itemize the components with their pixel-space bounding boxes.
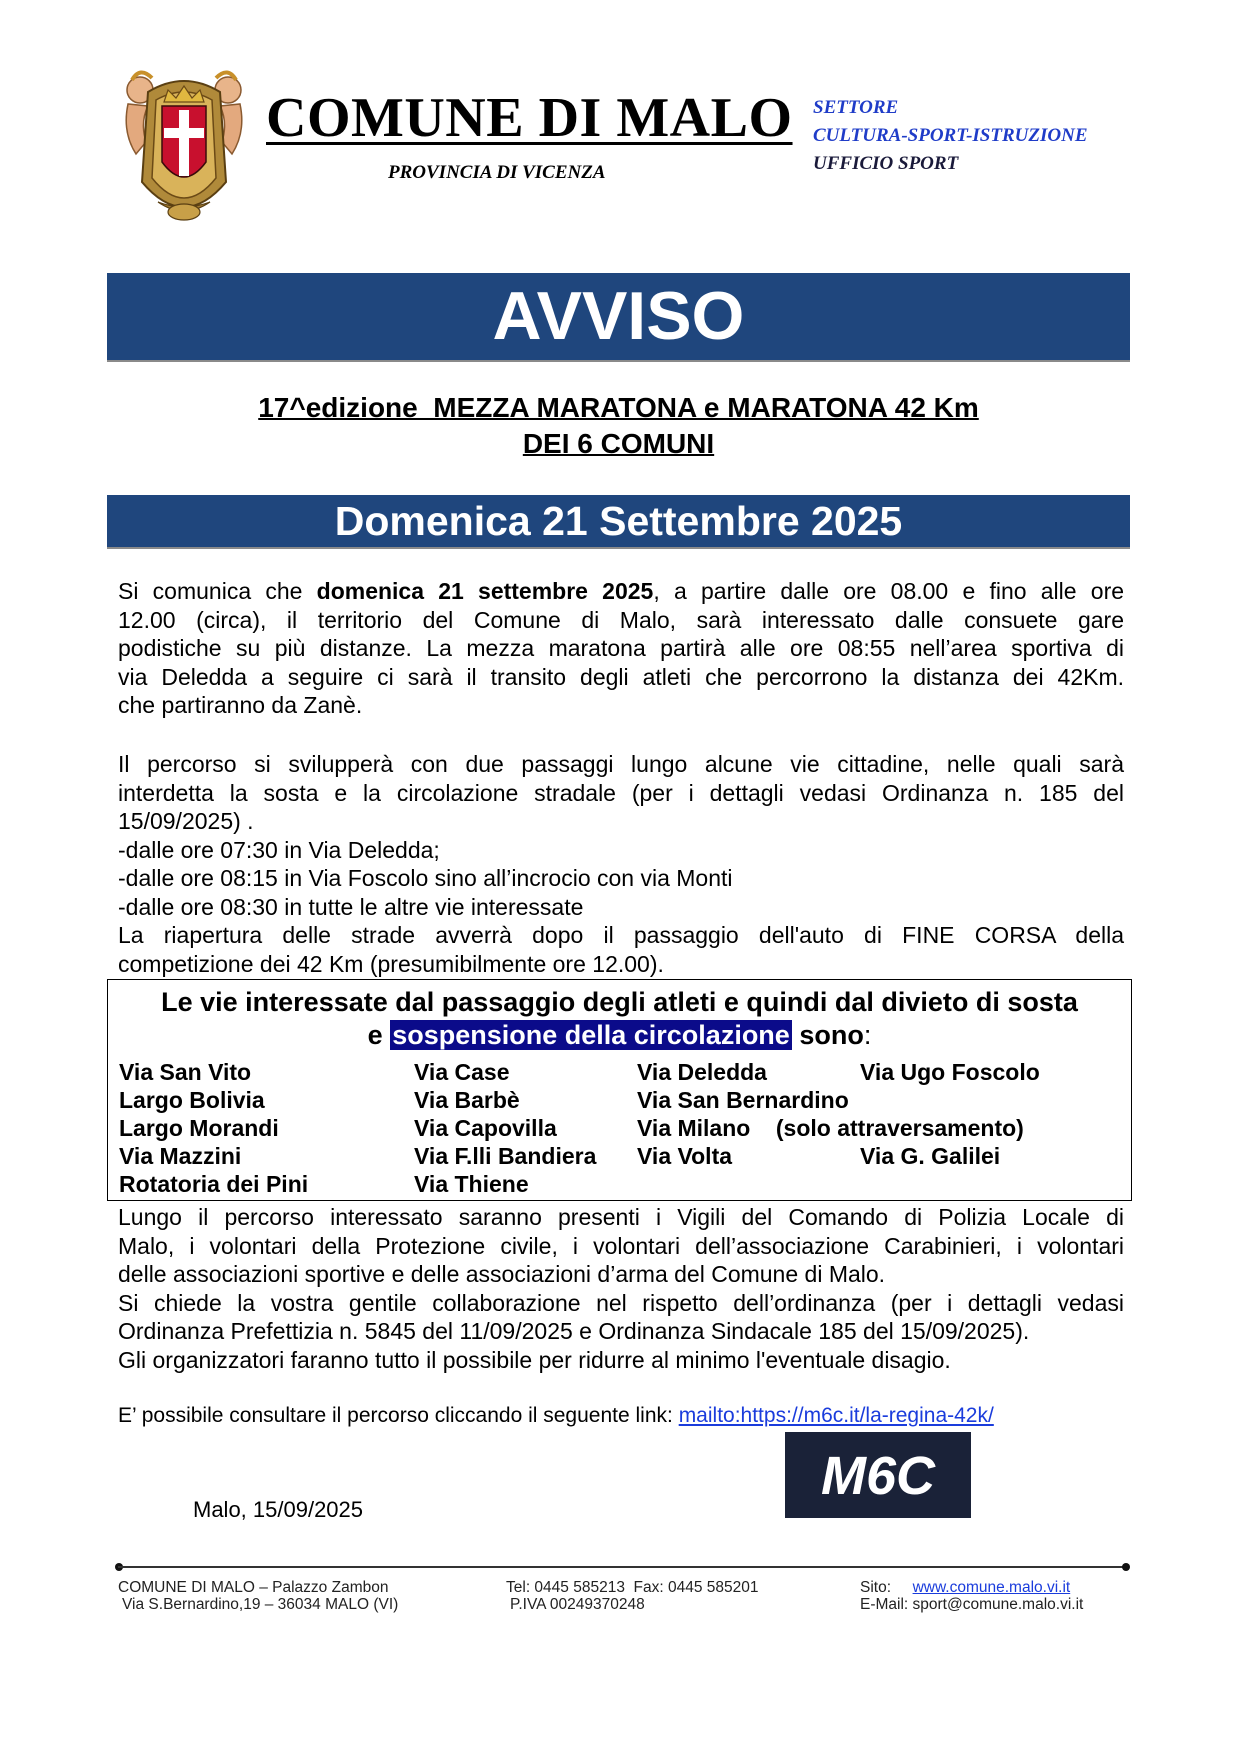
street-item: Largo Morandi <box>119 1115 279 1141</box>
streets-title-line2 <box>108 1019 1131 1052</box>
closing-line: Gli organizzatori faranno tutto il possibile per ridurre al minimo l'eventuale disagio. <box>118 1346 951 1373</box>
street-item: Via Capovilla <box>414 1115 557 1141</box>
highlighted-text: sospensione della circolazione <box>392 1020 790 1050</box>
footer-vat: P.IVA 00249370248 <box>510 1596 645 1613</box>
closing-line: delle associazioni sportive e delle associazioni d’arma del Comune di Malo. <box>118 1261 886 1287</box>
footer-address <box>118 1579 398 1613</box>
footer-site-label: Sito: <box>860 1579 892 1596</box>
street-item: Via Mazzini <box>119 1143 242 1169</box>
closing-line: Malo, i volontari della Protezione civile, i volontari dell’associazione Carabinieri, i volontari <box>118 1232 1124 1259</box>
street-item: Rotatoria dei Pini <box>119 1171 309 1197</box>
reopen-line: La riapertura delle strade avverrà dopo il passaggio dell'auto di FINE CORSA della <box>118 922 1124 948</box>
street-item: Via San Bernardino <box>637 1087 849 1113</box>
footer-contacts <box>506 1579 759 1613</box>
intro-line: che partiranno da Zanè. <box>118 692 363 718</box>
route-link[interactable]: mailto:https://m6c.it/la-regina-42k/ <box>678 1404 994 1427</box>
intro-line <box>118 577 1124 606</box>
notice-heading: AVVISO <box>107 273 1130 362</box>
m6c-logo <box>785 1432 971 1518</box>
intro-date-bold: domenica 21 settembre 2025 <box>316 578 654 604</box>
intro-text: Si comunica che <box>118 578 317 604</box>
intro-line: podistiche su più distanze. La mezza maratona partirà alle ore 08:55 nell’area sportiva di <box>118 635 1124 661</box>
department-name: CULTURA-SPORT-ISTRUZIONE <box>813 125 1088 146</box>
office-name: UFFICIO SPORT <box>813 153 959 174</box>
streets-box <box>107 979 1132 1201</box>
department-label: SETTORE <box>813 97 899 118</box>
closing-line: Lungo il percorso interessato saranno presenti i Vigili del Comando di Polizia Locale di <box>118 1204 1124 1230</box>
footer-divider <box>118 1566 1126 1568</box>
route-time-item: -dalle ore 08:30 in tutte le altre vie interessate <box>118 893 584 920</box>
intro-text: , a partire dalle ore 08.00 e fino alle ore <box>653 578 1125 604</box>
footer-email: E-Mail: sport@comune.malo.vi.it <box>860 1596 1084 1613</box>
route-line: Il percorso si svilupperà con due passaggi lungo alcune vie cittadine, nelle quali sarà <box>118 751 1124 777</box>
intro-paragraph <box>118 577 1124 720</box>
street-item: Via G. Galilei <box>860 1143 1001 1169</box>
comune-crest-logo <box>118 62 250 228</box>
reopen-line: competizione dei 42 Km (presumibilmente ore 12.00). <box>118 950 664 977</box>
comune-title: COMUNE DI MALO <box>266 87 793 149</box>
street-item: Via Ugo Foscolo <box>860 1059 1040 1085</box>
streets-title-prefix: e <box>367 1020 391 1050</box>
link-intro-text: E’ possibile consultare il percorso cliccando il seguente link: <box>118 1404 679 1427</box>
footer-web <box>860 1579 1083 1613</box>
department-block <box>813 94 1088 178</box>
event-title-line2: DEI 6 COMUNI <box>522 428 715 459</box>
street-item: Via Volta <box>637 1143 733 1169</box>
route-time-item: -dalle ore 08:15 in Via Foscolo sino all’incrocio con via Monti <box>118 865 733 891</box>
event-date-banner: Domenica 21 Settembre 2025 <box>107 495 1130 549</box>
streets-box-title <box>108 986 1131 1052</box>
signoff-date: Malo, 15/09/2025 <box>193 1497 364 1522</box>
event-title-line1: 17^edizione MEZZA MARATONA e MARATONA 42 Km <box>258 392 979 423</box>
street-item: Via Case <box>414 1059 510 1085</box>
route-link-line <box>118 1404 994 1428</box>
closing-line: Ordinanza Prefettizia n. 5845 del 11/09/2025 e Ordinanza Sindacale 185 del 15/09/2025). <box>118 1318 1030 1344</box>
closing-line: Si chiede la vostra gentile collaborazione nel rispetto dell’ordinanza (per i dettagli vedasi <box>118 1289 1124 1316</box>
street-item: Via Thiene <box>414 1171 529 1197</box>
route-line: 15/09/2025) . <box>118 808 254 834</box>
street-item: Via F.lli Bandiera <box>414 1143 597 1169</box>
event-title <box>107 390 1130 462</box>
intro-line: via Deledda a seguire ci sarà il transito degli atleti che percorrono la distanza dei 42Km. <box>118 663 1124 690</box>
intro-line: 12.00 (circa), il territorio del Comune di Malo, sarà interessato dalle consuete gare <box>118 606 1124 633</box>
footer-site-link[interactable]: www.comune.malo.vi.it <box>912 1579 1071 1596</box>
closing-paragraph <box>118 1203 1124 1374</box>
footer-phone-fax: Tel: 0445 585213 Fax: 0445 585201 <box>506 1579 759 1596</box>
streets-title-suffix: sono <box>791 1020 864 1050</box>
street-item: Largo Bolivia <box>119 1087 265 1113</box>
m6c-logo-text: M6C <box>820 1446 936 1506</box>
route-paragraph <box>118 750 1124 978</box>
street-item: Via San Vito <box>119 1059 252 1085</box>
street-item: Via Milano (solo attraversamento) <box>637 1115 1024 1141</box>
footer-address-line: COMUNE DI MALO – Palazzo Zambon <box>118 1579 389 1596</box>
streets-title-line1: Le vie interessate dal passaggio degli atleti e quindi dal divieto di sosta <box>161 987 1078 1017</box>
route-time-item: -dalle ore 07:30 in Via Deledda; <box>118 836 440 863</box>
footer-address-line: Via S.Bernardino,19 – 36034 MALO (VI) <box>122 1596 399 1613</box>
footer-dot <box>1122 1563 1130 1571</box>
streets-title-colon: : <box>863 1020 872 1050</box>
route-line: interdetta la sosta e la circolazione stradale (per i dettagli vedasi Ordinanza n. 185 del <box>118 779 1124 806</box>
street-item: Via Barbè <box>414 1087 520 1113</box>
street-item: Via Deledda <box>637 1059 767 1085</box>
province-subtitle: PROVINCIA DI VICENZA <box>388 162 606 183</box>
